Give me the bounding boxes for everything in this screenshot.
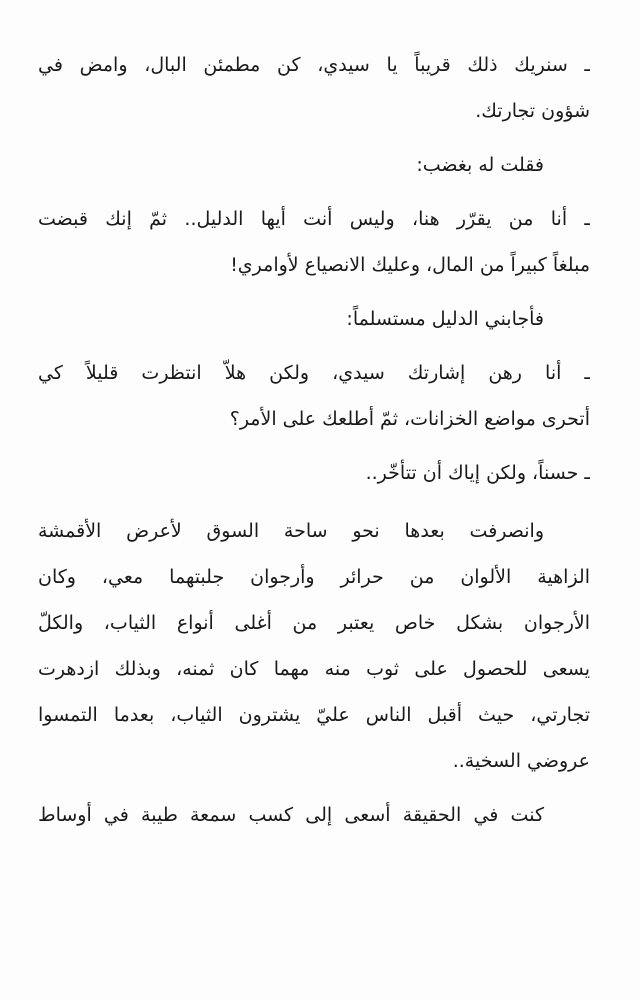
text-line: مبلغاً كبيراً من المال، وعليك الانصياع لأوامري! <box>230 254 590 276</box>
page-text <box>38 42 590 838</box>
text-line: عروضي السخية.. <box>452 750 590 772</box>
text-line: تجارتي، حيث أقبل الناس عليّ يشترون الثياب، بعدما التمسوا <box>38 704 590 726</box>
text-line: يسعى للحصول على ثوب منه مهما كان ثمنه، وبذلك ازدهرت <box>38 658 590 680</box>
text-line: الأرجوان بشكل خاص يعتبر من أغلى أنواع الثياب، والكلّ <box>38 612 590 634</box>
text-line: فقلت له بغضب: <box>416 154 544 176</box>
text-line: كنت في الحقيقة أسعى إلى كسب سمعة طيبة في أوساط <box>38 804 544 826</box>
text-line: الزاهية الألوان من حرائر وأرجوان جلبتهما معي، وكان <box>38 566 590 588</box>
text-line: ـ حسناً، ولكن إياك أن تتأخّر.. <box>365 462 590 484</box>
text-line: أتحرى مواضع الخزانات، ثمّ أطلعك على الأمر؟ <box>229 408 590 430</box>
text-line: فأجابني الدليل مستسلماً: <box>346 308 544 330</box>
text-line: ـ سنريك ذلك قريباً يا سيدي، كن مطمئن البال، وامض في <box>38 54 590 76</box>
text-line: ـ أنا رهن إشارتك سيدي، ولكن هلاّ انتظرت قليلاً كي <box>38 362 590 384</box>
text-line: وانصرفت بعدها نحو ساحة السوق لأعرض الأقمشة <box>38 520 544 542</box>
text-line: شؤون تجارتك. <box>475 100 590 122</box>
text-line: ـ أنا من يقرّر هنا، وليس أنت أيها الدليل.. ثمّ إنك قبضت <box>38 208 590 230</box>
